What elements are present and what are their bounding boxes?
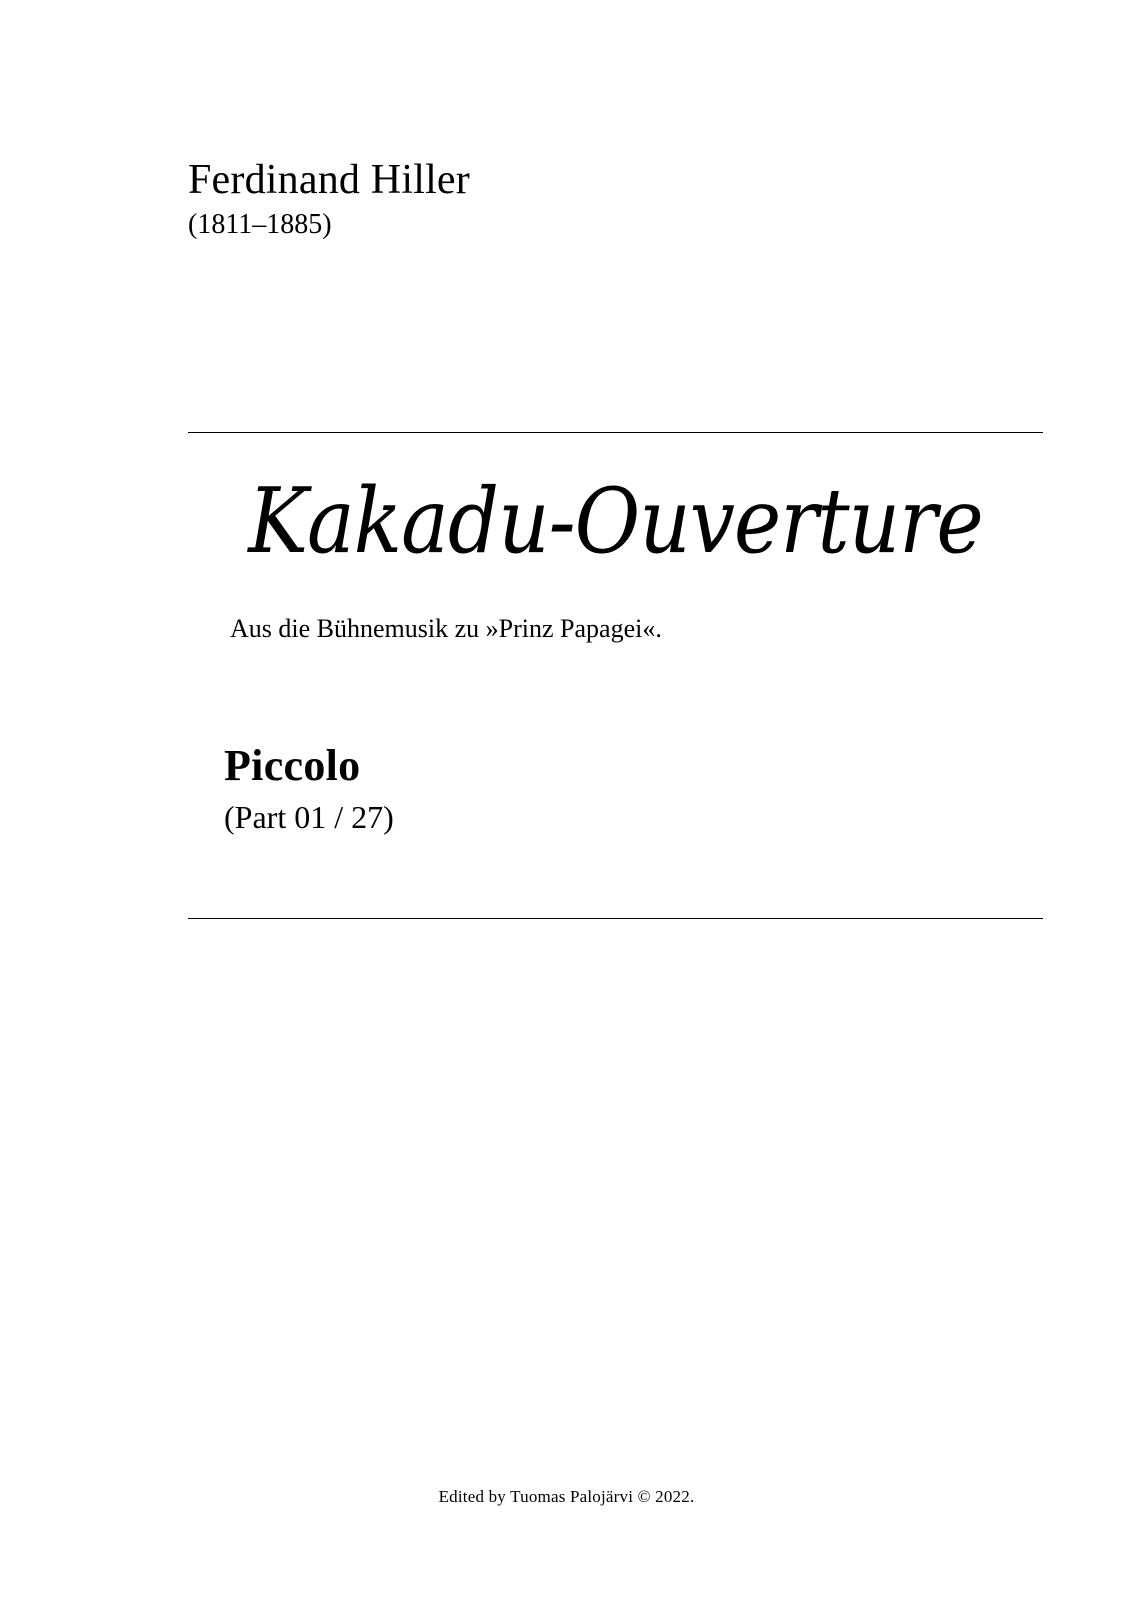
part-number: (Part 01 / 27) — [224, 799, 394, 836]
part-name: Piccolo — [224, 741, 361, 790]
title-block — [188, 468, 1043, 574]
work-subtitle: Aus die Bühnemusik zu »Prinz Papagei«. — [230, 614, 662, 643]
part-block — [224, 742, 1024, 837]
work-title: Kakadu-Ouverture — [248, 468, 983, 574]
composer-dates: (1811–1885) — [188, 209, 332, 241]
composer-block — [188, 158, 888, 242]
divider-bottom — [188, 918, 1043, 919]
divider-top — [188, 432, 1043, 433]
composer-name: Ferdinand Hiller — [188, 157, 470, 203]
footer-credit: Edited by Tuomas Palojärvi © 2022. — [438, 1487, 695, 1506]
